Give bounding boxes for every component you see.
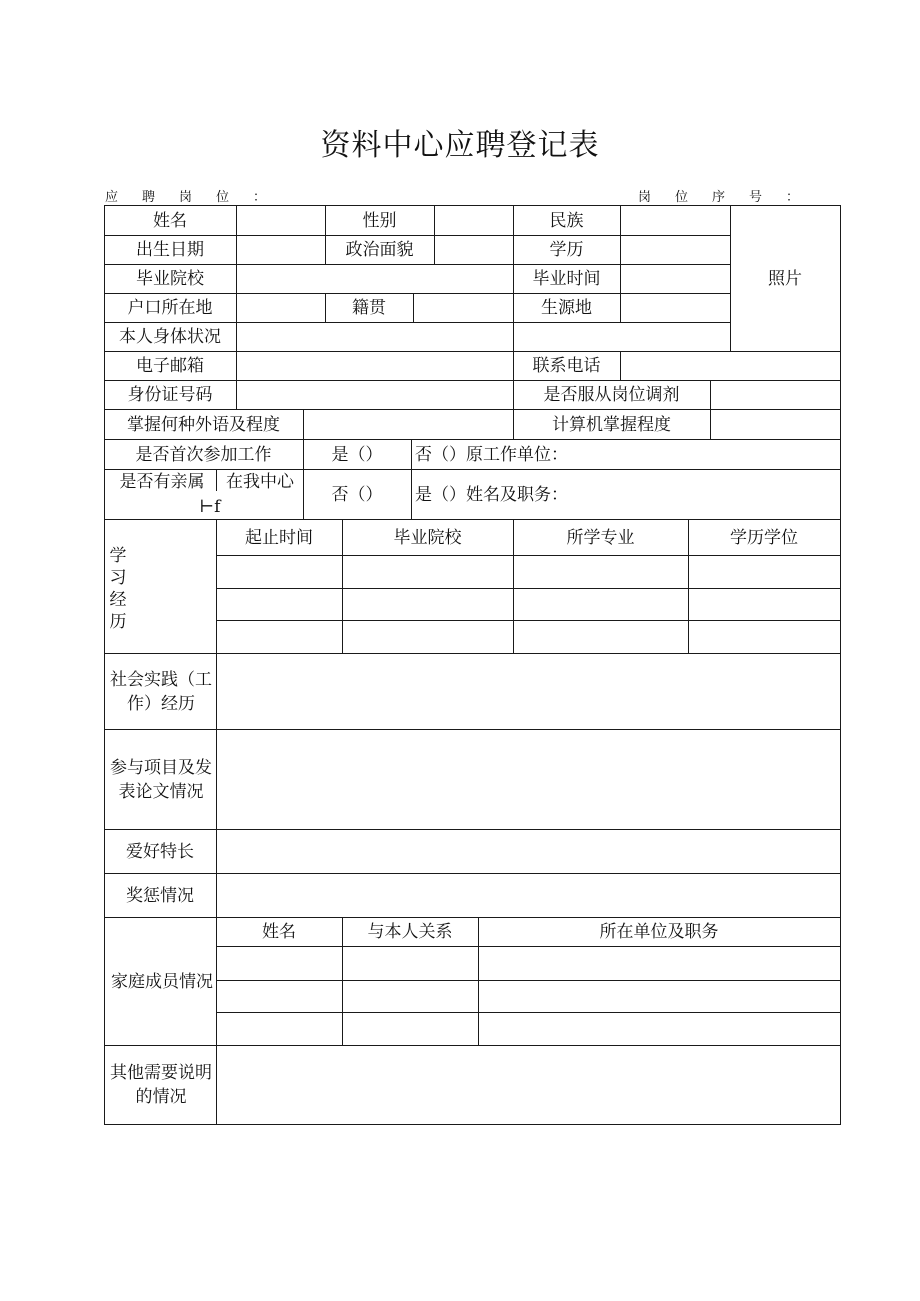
row-line bbox=[216, 946, 841, 947]
rewards-label: 奖惩情况 bbox=[126, 885, 194, 906]
hukou-label: 户口所在地 bbox=[127, 298, 213, 318]
col-line bbox=[236, 205, 237, 410]
col-line bbox=[620, 205, 621, 323]
study-label-char: 历 bbox=[109, 612, 127, 632]
relatives-yes-name-title[interactable]: 是（）姓名及职务： bbox=[415, 484, 568, 505]
graduate-school-label: 毕业院校 bbox=[136, 269, 204, 289]
row-line bbox=[216, 620, 841, 621]
study-col-major: 所学专业 bbox=[566, 527, 635, 548]
form-title: 资料中心应聘登记表 bbox=[320, 128, 600, 163]
table-border-right bbox=[840, 205, 841, 1125]
ethnicity-label: 民族 bbox=[549, 210, 584, 231]
study-col-school: 毕业院校 bbox=[393, 527, 462, 548]
col-line bbox=[216, 519, 217, 1125]
row-line bbox=[216, 1012, 841, 1013]
row-line bbox=[104, 653, 841, 654]
origin-label: 生源地 bbox=[541, 298, 592, 318]
other-label: 其他需要说明的情况 bbox=[110, 1063, 212, 1107]
language-label: 掌握何种外语及程度 bbox=[127, 414, 280, 435]
col-line bbox=[710, 380, 711, 440]
id-number-label: 身份证号码 bbox=[127, 385, 213, 405]
study-col-period: 起止时间 bbox=[245, 527, 313, 548]
first-job-yes[interactable]: 是（） bbox=[331, 444, 383, 465]
relatives-label-center: 在我中心 bbox=[226, 472, 294, 492]
study-label-char: 学 bbox=[109, 546, 127, 566]
health-label: 本人身体状况 bbox=[119, 327, 221, 347]
table-border-bottom bbox=[104, 1124, 841, 1125]
native-place-label: 籍贯 bbox=[352, 298, 386, 318]
family-col-relation: 与本人关系 bbox=[367, 922, 453, 942]
col-line bbox=[411, 439, 412, 520]
col-line bbox=[434, 205, 435, 264]
first-job-no-previous-unit[interactable]: 否（）原工作单位： bbox=[415, 444, 568, 465]
name-label: 姓名 bbox=[153, 210, 187, 231]
row-line bbox=[104, 1045, 841, 1046]
graduate-time-label: 毕业时间 bbox=[532, 269, 601, 289]
relatives-no[interactable]: 否（） bbox=[331, 484, 383, 505]
first-job-label: 是否首次参加工作 bbox=[135, 444, 272, 465]
projects-label: 参与项目及发表论文情况 bbox=[110, 757, 212, 802]
row-line bbox=[216, 980, 841, 981]
political-status-label: 政治面貌 bbox=[345, 240, 414, 260]
social-practice-label: 社会实践（工作）经历 bbox=[110, 669, 212, 714]
family-label: 家庭成员情况 bbox=[111, 971, 213, 992]
hobbies-label: 爱好特长 bbox=[126, 841, 194, 862]
row-line bbox=[216, 555, 841, 556]
gender-label: 性别 bbox=[362, 210, 397, 231]
photo-label: 照片 bbox=[768, 268, 802, 289]
obey-adjust-label: 是否服从岗位调剂 bbox=[543, 385, 680, 405]
relatives-label: 是否有亲属 bbox=[119, 472, 205, 492]
col-line bbox=[620, 351, 621, 381]
email-label: 电子邮箱 bbox=[136, 356, 204, 376]
study-col-degree: 学历学位 bbox=[730, 527, 798, 548]
col-line bbox=[303, 409, 304, 440]
col-line bbox=[413, 293, 414, 323]
serial-label: 岗位序号： bbox=[638, 190, 824, 205]
birth-date-label: 出生日期 bbox=[136, 240, 204, 260]
relatives-label-mark: ⊢f bbox=[199, 497, 221, 517]
position-label: 应聘岗位： bbox=[105, 190, 291, 205]
study-label-char: 经 bbox=[109, 590, 127, 610]
study-label-char: 习 bbox=[109, 568, 127, 588]
family-col-name: 姓名 bbox=[262, 922, 296, 942]
computer-label: 计算机掌握程度 bbox=[552, 414, 671, 435]
row-line bbox=[216, 588, 841, 589]
phone-label: 联系电话 bbox=[532, 356, 601, 376]
family-col-unit-title: 所在单位及职务 bbox=[599, 922, 719, 942]
education-label: 学历 bbox=[549, 240, 584, 260]
row-line bbox=[104, 729, 841, 730]
